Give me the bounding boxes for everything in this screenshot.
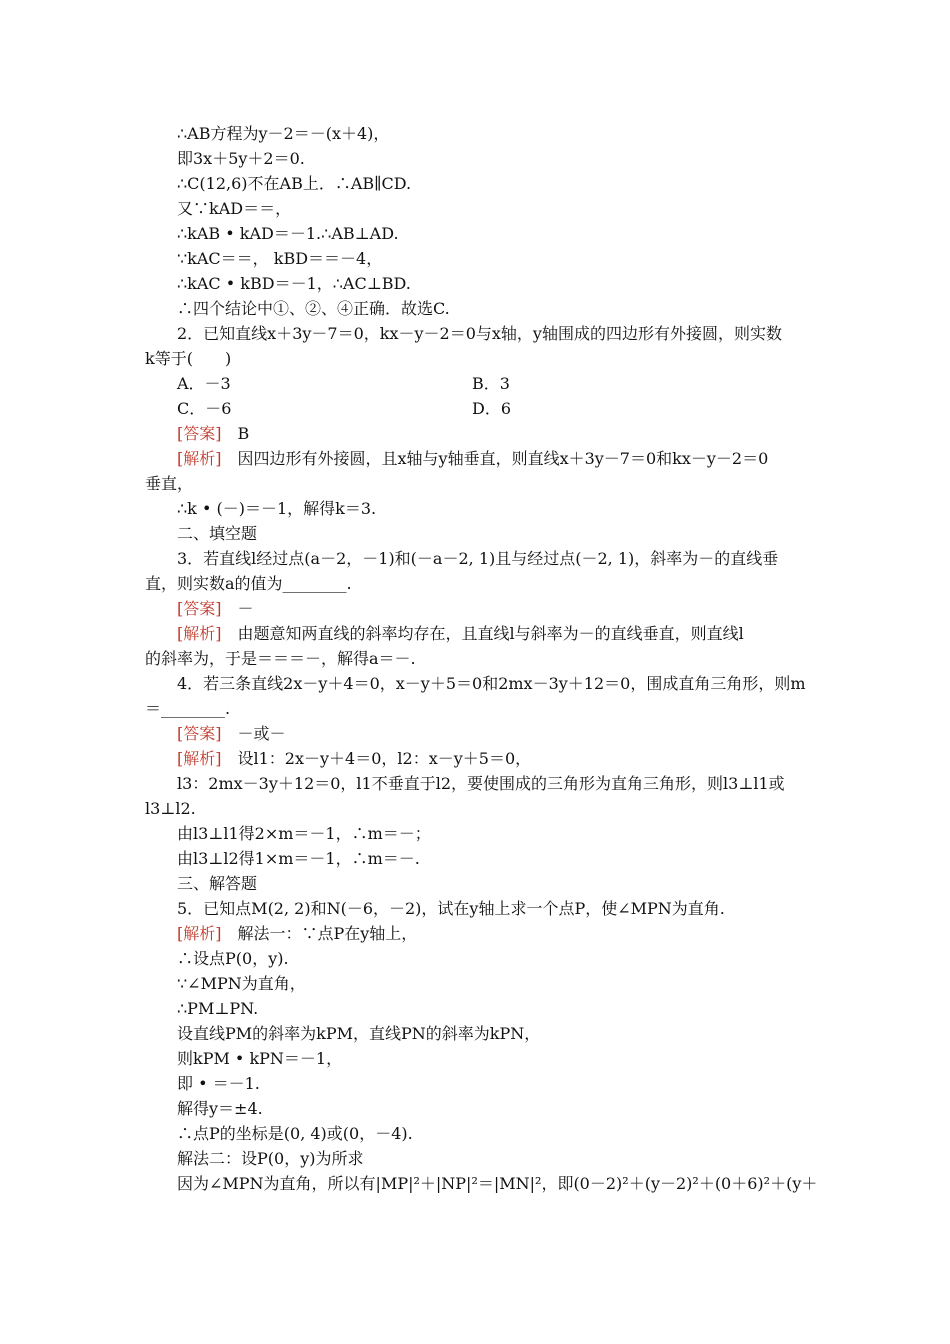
text-line: ∴C(12,6)不在AB上．∴AB∥CD. <box>177 174 412 193</box>
q2-analysis <box>0 446 950 471</box>
q3-analysis <box>0 621 950 646</box>
text-line: ∴kAB • kAD＝－1.∴AB⊥AD. <box>177 224 399 243</box>
analysis-text: 设l1：2x－y＋4＝0，l2：x－y＋5＝0， <box>237 749 532 768</box>
option-b: B．3 <box>472 374 510 393</box>
q5-analysis <box>0 921 950 946</box>
section-heading-solve: 三、解答题 <box>177 874 258 893</box>
text-line: 解法二：设P(0，y)为所求 <box>177 1149 364 1168</box>
analysis-text: 因四边形有外接圆，且x轴与y轴垂直，则直线x＋3y－7＝0和kx－y－2＝0 <box>237 449 769 468</box>
q4-answer <box>0 721 950 746</box>
answer-value: －或－ <box>237 724 286 743</box>
text-line: l3：2mx－3y＋12＝0，l1不垂直于l2，要使围成的三角形为直角三角形，则l3⊥l1或 <box>177 774 785 793</box>
text-line: 解得y＝±4. <box>177 1099 263 1118</box>
analysis-text: 解法一：∵点P在y轴上， <box>237 924 418 943</box>
text-line: 即3x＋5y＋2＝0. <box>177 149 305 168</box>
answer-tag: [答案] <box>177 424 222 443</box>
question-3-stem: 3．若直线l经过点(a－2，－1)和(－a－2, 1)且与经过点(－2, 1)，斜率为－的直线垂 <box>177 549 779 568</box>
q4-analysis <box>0 746 950 771</box>
analysis-text: 由题意知两直线的斜率均存在，且直线l与斜率为－的直线垂直，则直线l <box>237 624 744 643</box>
answer-tag: [答案] <box>177 724 222 743</box>
analysis-tag: [解析] <box>177 624 222 643</box>
options-row-1 <box>0 371 950 396</box>
text-line: 因为∠MPN为直角，所以有|MP|²＋|NP|²＝|MN|²，即(0－2)²＋(y－2)²＋(0＋6)²＋(y＋ <box>177 1174 818 1193</box>
answer-tag: [答案] <box>177 599 222 618</box>
text-line: ∴设点P(0，y). <box>177 949 289 968</box>
analysis-tag: [解析] <box>177 449 222 468</box>
section-heading-fill-blank: 二、填空题 <box>177 524 258 543</box>
option-d: D．6 <box>472 399 512 418</box>
text-line: ∵∠MPN为直角， <box>177 974 306 993</box>
analysis-tag: [解析] <box>177 749 222 768</box>
answer-value: B <box>237 424 250 443</box>
option-c: C．－6 <box>177 399 232 418</box>
text-line: ∴AB方程为y－2＝－(x＋4)， <box>177 124 390 143</box>
text-line: 的斜率为，于是＝＝＝－，解得a＝－. <box>145 649 416 668</box>
question-5-stem: 5．已知点M(2, 2)和N(－6，－2)，试在y轴上求一个点P，使∠MPN为直角. <box>177 899 725 918</box>
text-line: 设直线PM的斜率为kPM，直线PN的斜率为kPN， <box>177 1024 541 1043</box>
text-line: ∴点P的坐标是(0, 4)或(0，－4). <box>177 1124 413 1143</box>
question-2-stem: 2．已知直线x＋3y－7＝0，kx－y－2＝0与x轴，y轴围成的四边形有外接圆，则实数 <box>177 324 782 343</box>
question-3-stem-cont: 直，则实数a的值为________. <box>145 574 352 593</box>
text-line: l3⊥l2. <box>145 799 196 818</box>
text-line: ∴PM⊥PN. <box>177 999 259 1018</box>
text-line: ∴四个结论中①、②、④正确．故选C. <box>177 299 450 318</box>
analysis-tag: [解析] <box>177 924 222 943</box>
text-line: 则kPM • kPN＝－1， <box>177 1049 343 1068</box>
text-line: ∵kAC＝＝， kBD＝＝－4， <box>177 249 383 268</box>
text-line: 由l3⊥l1得2×m＝－1，∴m＝－； <box>177 824 431 843</box>
text-line: 垂直， <box>145 474 194 493</box>
q3-answer <box>0 596 950 621</box>
text-line: ∴k • (－)＝－1，解得k＝3. <box>177 499 377 518</box>
question-4-stem-cont: ＝________. <box>145 699 231 718</box>
q2-answer <box>0 421 950 446</box>
question-4-stem: 4．若三条直线2x－y＋4＝0，x－y＋5＝0和2mx－3y＋12＝0，围成直角三角形，则m <box>177 674 806 693</box>
option-a: A．－3 <box>177 374 231 393</box>
text-line: ∴kAC • kBD＝－1，∴AC⊥BD. <box>177 274 411 293</box>
text-line: 又∵kAD＝＝， <box>177 199 292 218</box>
text-line: 即 • ＝－1. <box>177 1074 260 1093</box>
options-row-2 <box>0 396 950 421</box>
text-line: 由l3⊥l2得1×m＝－1，∴m＝－. <box>177 849 420 868</box>
answer-value: － <box>237 599 254 618</box>
question-2-stem-cont: k等于( ) <box>145 349 232 368</box>
